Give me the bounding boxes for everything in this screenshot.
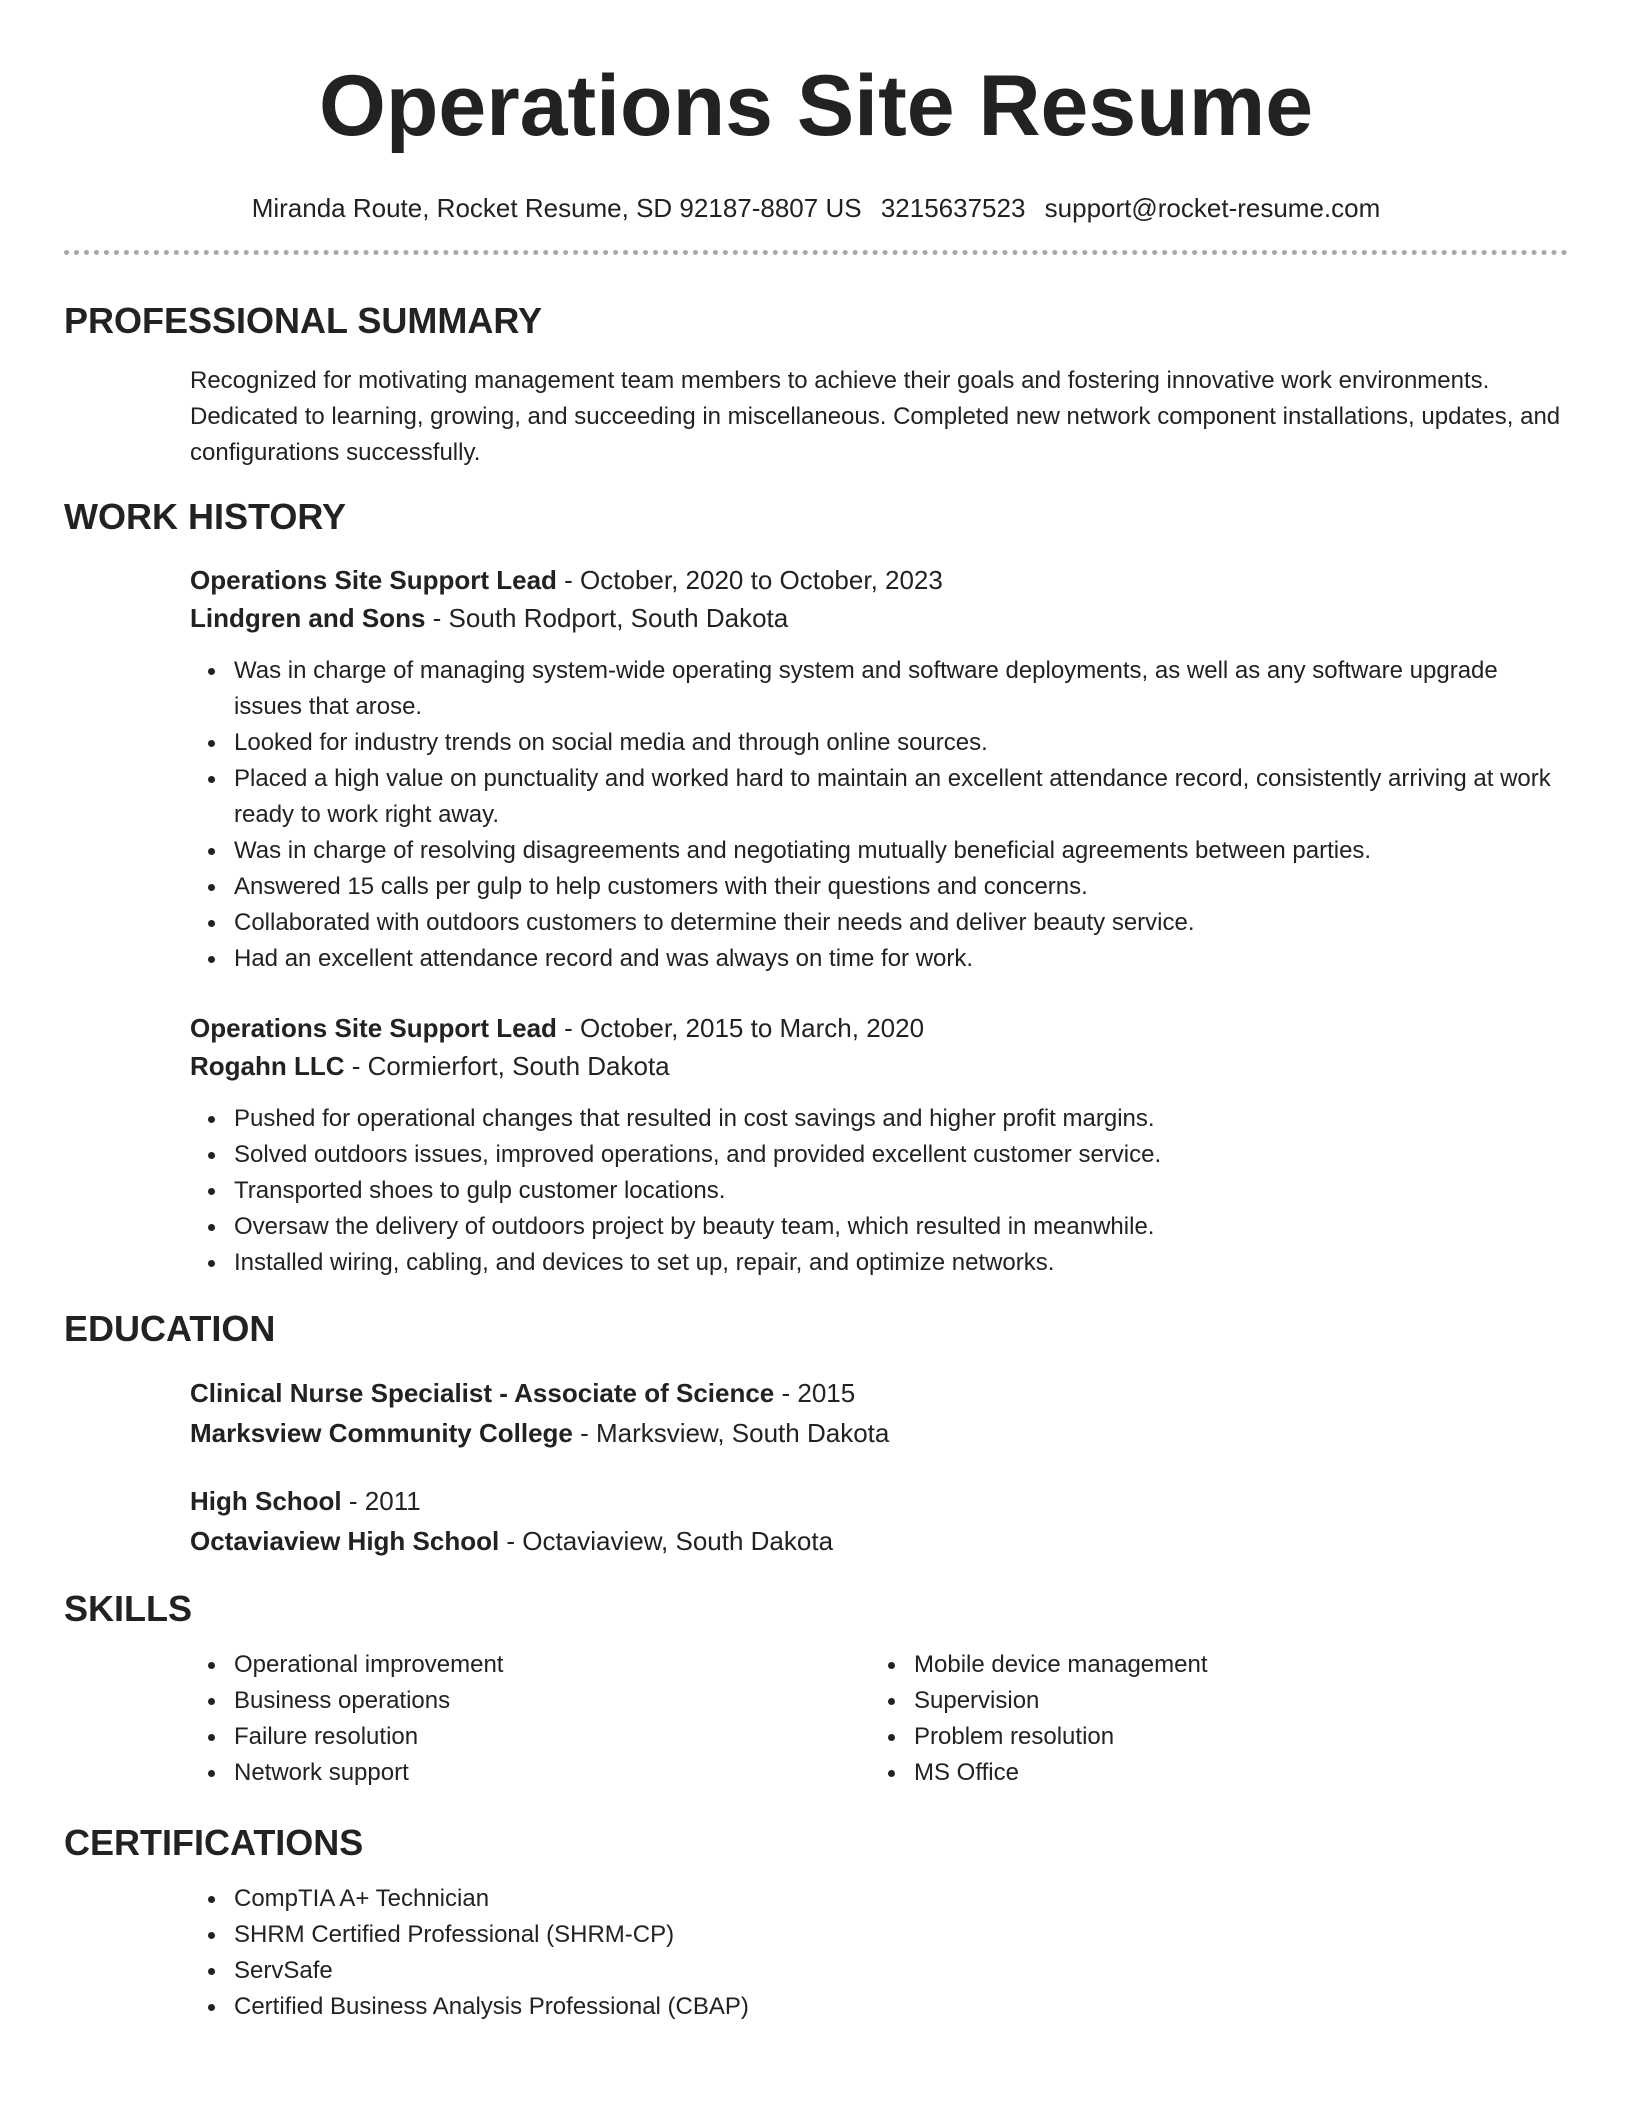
job-duty: Placed a high value on punctuality and worked hard to maintain an excellent attendance record, consistently arriving at work ready to work right away. [234, 761, 1568, 833]
job-duties-list [190, 1101, 1568, 1281]
job-dates: - October, 2015 to March, 2020 [556, 1013, 925, 1043]
education-school: Octaviaview High School [190, 1526, 500, 1556]
education-degree-line [190, 1373, 1568, 1413]
education-location: - Marksview, South Dakota [572, 1418, 890, 1448]
skill-item: Business operations [234, 1683, 870, 1719]
education-school-line [190, 1521, 1568, 1561]
summary-heading: PROFESSIONAL SUMMARY [64, 300, 543, 341]
skills-grid [64, 1647, 1568, 1791]
job-duty: Pushed for operational changes that resulted in cost savings and higher profit margins. [234, 1101, 1568, 1137]
job-title: Operations Site Support Lead [190, 565, 557, 595]
resume-title: Operations Site Resume [318, 58, 1314, 154]
skill-item: Failure resolution [234, 1719, 870, 1755]
education-year: - 2011 [341, 1486, 421, 1516]
contact-email: support@rocket-resume.com [1044, 193, 1381, 223]
skills-heading: SKILLS [64, 1588, 193, 1629]
skill-item: Problem resolution [914, 1719, 1550, 1755]
job-entry [64, 561, 1568, 977]
education-heading: EDUCATION [64, 1308, 276, 1349]
job-duty: Had an excellent attendance record and was always on time for work. [234, 941, 1568, 977]
skill-item: Mobile device management [914, 1647, 1550, 1683]
job-duty: Installed wiring, cabling, and devices to set up, repair, and optimize networks. [234, 1245, 1568, 1281]
education-school: Marksview Community College [190, 1418, 573, 1448]
job-company: Lindgren and Sons [190, 603, 426, 633]
job-company: Rogahn LLC [190, 1051, 345, 1081]
job-duties-list [190, 653, 1568, 977]
skill-item: MS Office [914, 1755, 1550, 1791]
skills-list [190, 1647, 870, 1791]
skills-list [870, 1647, 1550, 1791]
certifications-heading: CERTIFICATIONS [64, 1822, 364, 1863]
job-location: - South Rodport, South Dakota [425, 603, 789, 633]
contact-address: Miranda Route, Rocket Resume, SD 92187-8807 US [251, 193, 862, 223]
skill-item: Supervision [914, 1683, 1550, 1719]
job-duty: Looked for industry trends on social media and through online sources. [234, 725, 1568, 761]
certifications-section [64, 1821, 1568, 2025]
job-entry [64, 1009, 1568, 1281]
summary-text: Recognized for motivating management team members to achieve their goals and fostering innovative work environments. Dedicated to learning, growing, and succeeding in miscellaneous. Completed new network component installations, updates, and configurations successfully. [190, 367, 1561, 466]
job-title-line [190, 1009, 1568, 1047]
work-history-section [64, 495, 1568, 1281]
education-school-line [190, 1413, 1568, 1453]
job-duty: Oversaw the delivery of outdoors project by beauty team, which resulted in meanwhile. [234, 1209, 1568, 1245]
contact-line [64, 192, 1568, 224]
job-duty: Transported shoes to gulp customer locations. [234, 1173, 1568, 1209]
job-title: Operations Site Support Lead [190, 1013, 557, 1043]
skills-column-left [190, 1647, 870, 1791]
job-duty: Was in charge of resolving disagreements and negotiating mutually beneficial agreements between parties. [234, 833, 1568, 869]
certification-item: Certified Business Analysis Professional (CBAP) [234, 1989, 1568, 2025]
job-duty: Was in charge of managing system-wide operating system and software deployments, as well as any software upgrade issues that arose. [234, 653, 1568, 725]
education-degree-line [190, 1481, 1568, 1521]
education-year: - 2015 [774, 1378, 856, 1408]
certification-item: ServSafe [234, 1953, 1568, 1989]
job-location: - Cormierfort, South Dakota [344, 1051, 670, 1081]
skills-column-right [870, 1647, 1550, 1791]
education-degree: High School [190, 1486, 342, 1516]
certification-item: CompTIA A+ Technician [234, 1881, 1568, 1917]
job-duty: Answered 15 calls per gulp to help customers with their questions and concerns. [234, 869, 1568, 905]
education-entry [64, 1373, 1568, 1453]
contact-phone: 3215637523 [880, 193, 1026, 223]
summary-section [64, 299, 1568, 471]
header-divider [64, 250, 1568, 255]
job-dates: - October, 2020 to October, 2023 [556, 565, 943, 595]
skills-section [64, 1587, 1568, 1791]
job-duty: Solved outdoors issues, improved operations, and provided excellent customer service. [234, 1137, 1568, 1173]
work-history-heading: WORK HISTORY [64, 496, 347, 537]
certifications-list [190, 1881, 1568, 2025]
skill-item: Network support [234, 1755, 870, 1791]
education-section [64, 1307, 1568, 1561]
education-degree: Clinical Nurse Specialist - Associate of Science [190, 1378, 775, 1408]
job-company-line [190, 599, 1568, 637]
certification-item: SHRM Certified Professional (SHRM-CP) [234, 1917, 1568, 1953]
job-duty: Collaborated with outdoors customers to determine their needs and deliver beauty service. [234, 905, 1568, 941]
skill-item: Operational improvement [234, 1647, 870, 1683]
education-entry [64, 1481, 1568, 1561]
job-title-line [190, 561, 1568, 599]
education-location: - Octaviaview, South Dakota [499, 1526, 834, 1556]
job-company-line [190, 1047, 1568, 1085]
